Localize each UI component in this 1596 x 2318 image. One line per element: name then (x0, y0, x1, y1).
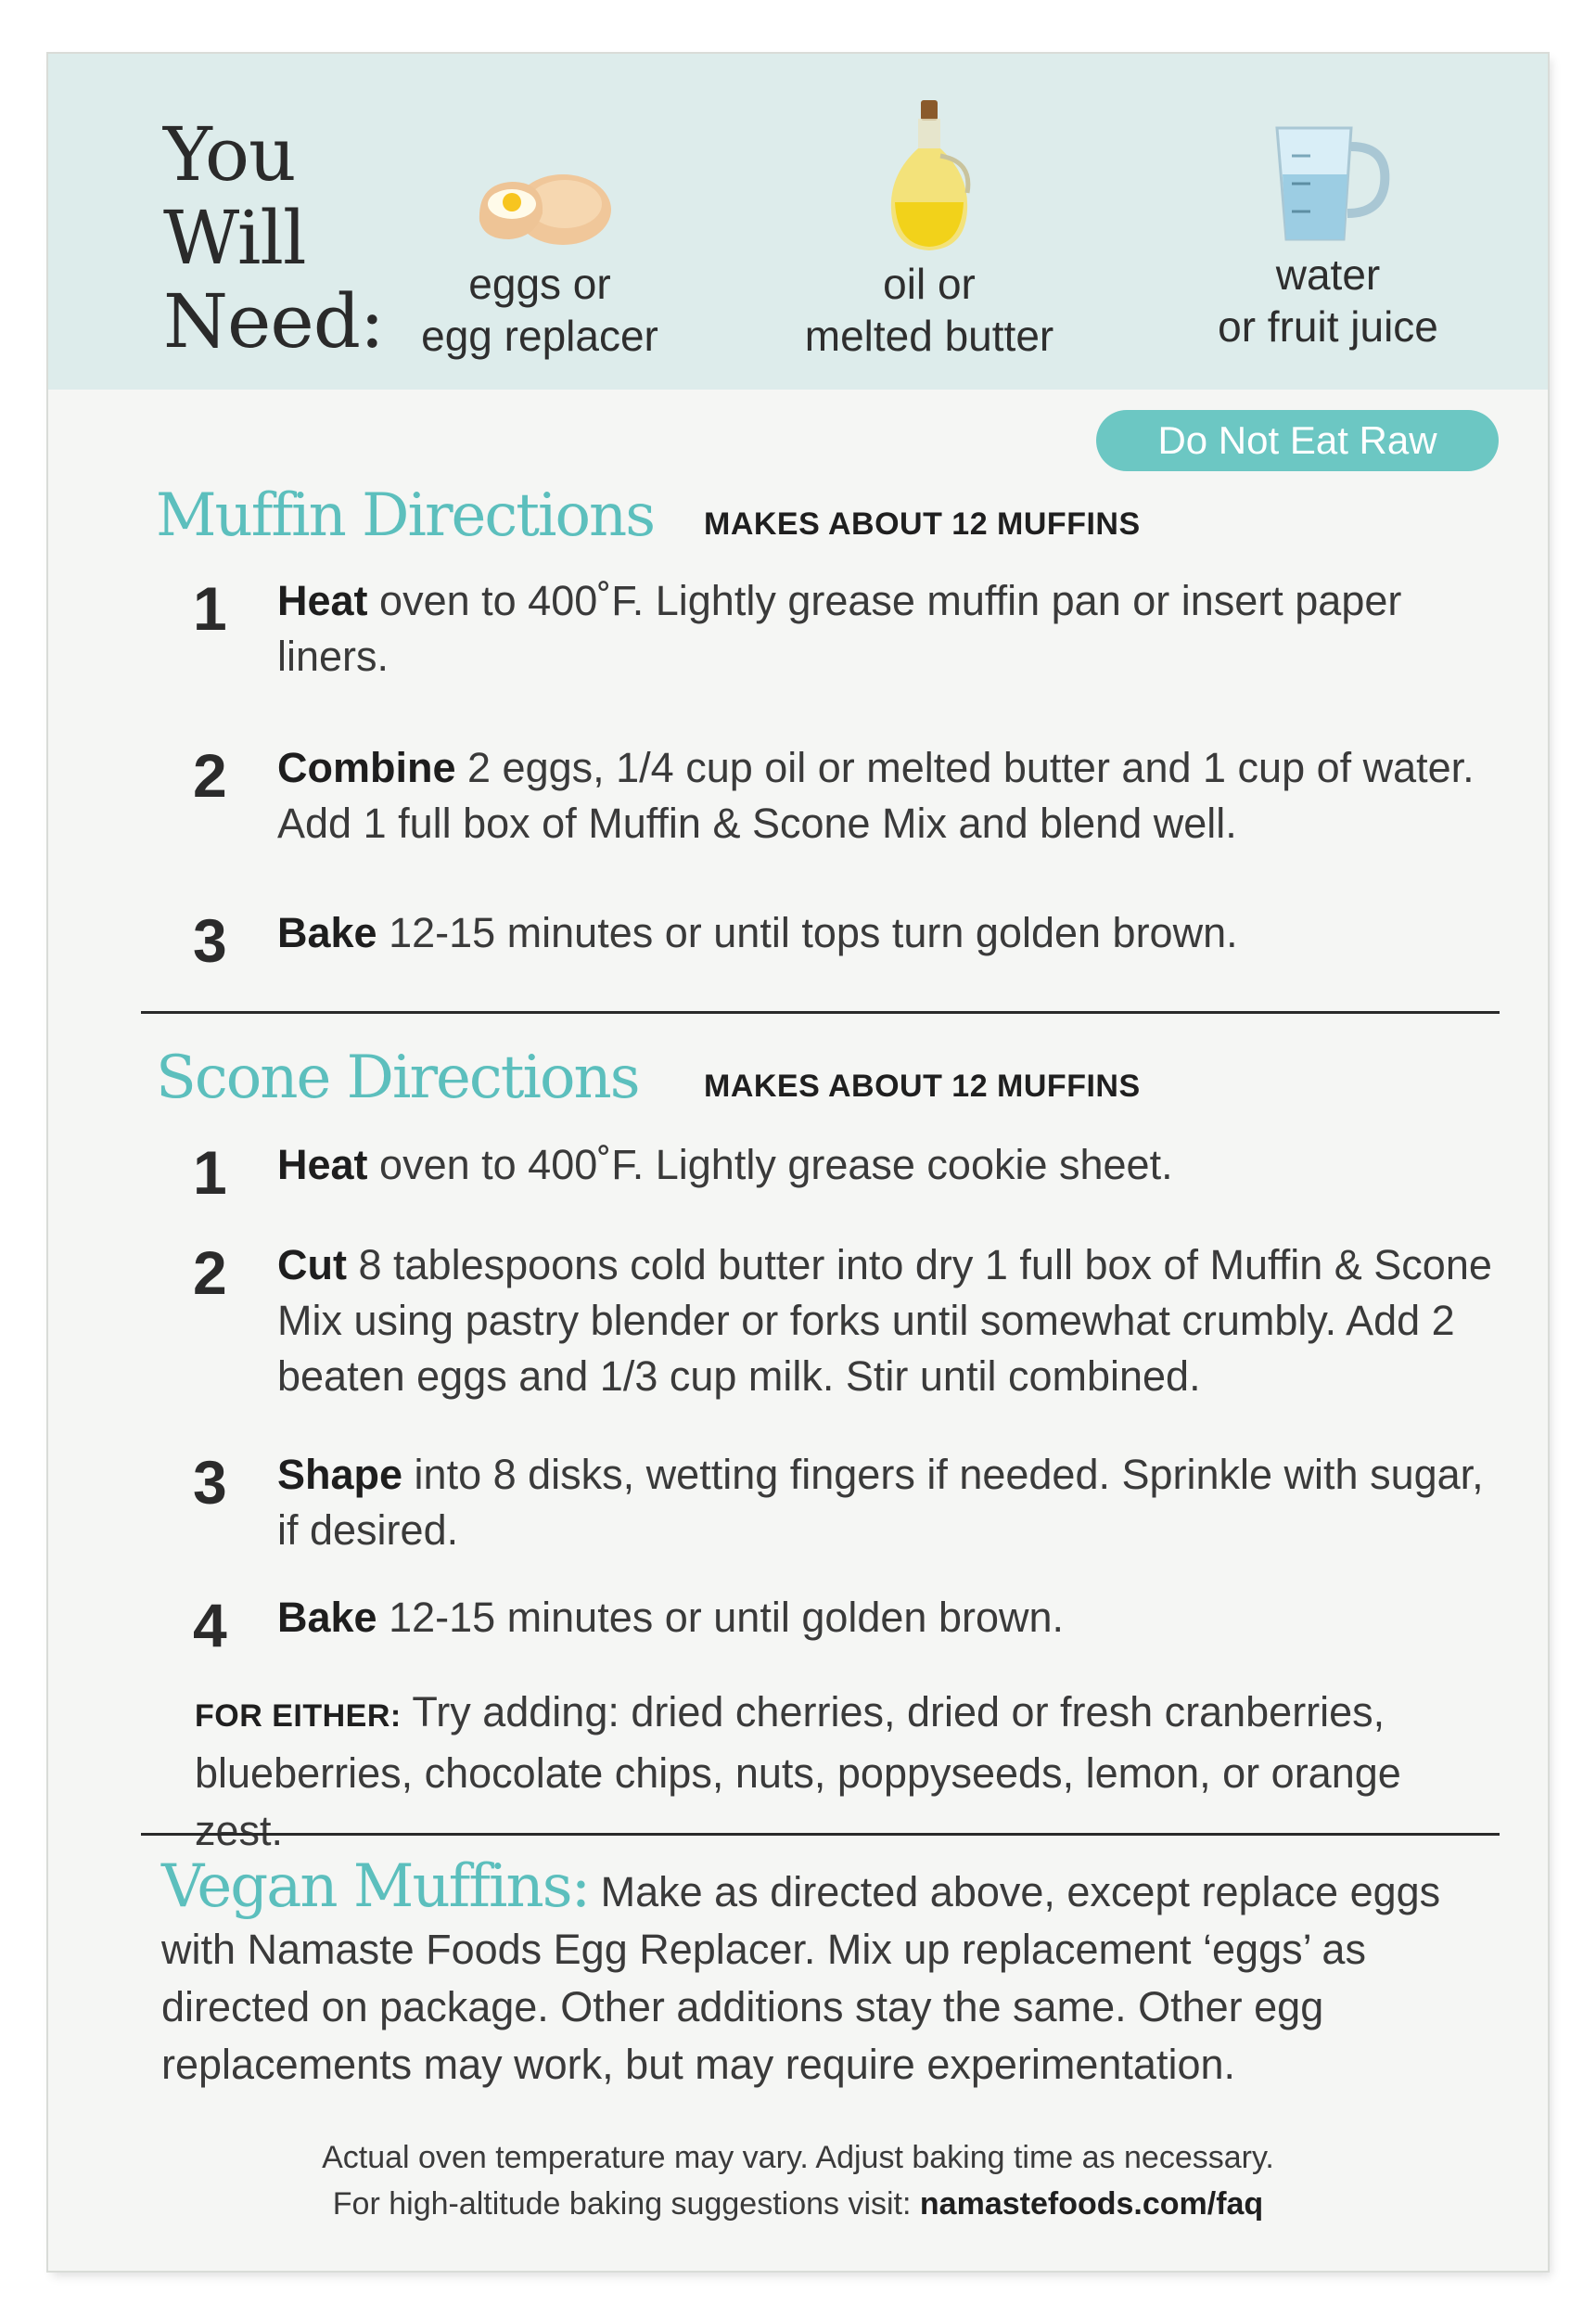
step-verb: Heat (277, 1141, 368, 1188)
for-either-label: FOR EITHER: (195, 1698, 402, 1734)
need-item-eggs-line-2: egg replacer (421, 312, 658, 360)
faq-link[interactable]: namastefoods.com/faq (919, 2186, 1264, 2222)
need-item-eggs-line-1: eggs or (468, 260, 611, 308)
footer-line-2 (48, 2182, 1548, 2226)
oil-bottle-icon (878, 100, 980, 258)
vegan-muffins-note (161, 1852, 1506, 2094)
step-text (277, 1447, 1501, 1558)
step-number: 4 (193, 1591, 227, 1659)
step-verb: Heat (277, 577, 368, 624)
step-number: 3 (193, 1448, 227, 1517)
vegan-muffins-title: Vegan Muffins: (161, 1852, 590, 1921)
step-verb: Bake (277, 1594, 377, 1641)
need-item-oil-line-2: melted butter (804, 312, 1054, 360)
you-will-need-line-1: You (163, 111, 296, 198)
step-text (277, 573, 1501, 685)
need-item-eggs (401, 156, 679, 362)
footer-line-2-prefix: For high-altitude baking suggestions visit: (332, 2186, 920, 2222)
step-body: 12-15 minutes or until golden brown. (377, 1594, 1065, 1641)
step-body: 8 tablespoons cold butter into dry 1 full box of Muffin & Scone Mix using pastry blender or forks until somewhat crumbly. Add 2 beaten eggs and 1/3 cup milk. Stir until combined. (277, 1241, 1492, 1400)
you-will-need-line-2: Will (163, 195, 306, 281)
muffin-makes-label: MAKES ABOUT 12 MUFFINS (704, 506, 1141, 542)
scone-directions-title: Scone Directions (156, 1044, 639, 1112)
step-body: oven to 400˚F. Lightly grease muffin pan or insert paper liners. (277, 577, 1402, 680)
need-item-water (1161, 109, 1495, 352)
scone-makes-label: MAKES ABOUT 12 MUFFINS (704, 1069, 1141, 1104)
step-number: 1 (193, 1138, 227, 1207)
step-verb: Cut (277, 1241, 347, 1288)
for-either-text: Try adding: dried cherries, dried or fresh cranberries, blueberries, chocolate chips, nuts, poppyseeds, lemon, or orange zest. (195, 1688, 1401, 1854)
section-divider (141, 1833, 1500, 1836)
do-not-eat-raw-badge: Do Not Eat Raw (1096, 410, 1499, 471)
measuring-cup-icon (1258, 109, 1398, 249)
you-will-need-line-3: Need: (163, 278, 384, 365)
eggs-icon (461, 156, 619, 258)
step-verb: Shape (277, 1451, 403, 1498)
step-body: into 8 disks, wetting fingers if needed. Sprinkle with sugar, if desired. (277, 1451, 1484, 1554)
need-item-water-line-2: or fruit juice (1218, 302, 1438, 351)
step-text (277, 905, 1501, 961)
step-text (277, 1237, 1501, 1404)
step-text (277, 740, 1501, 852)
step-body: 12-15 minutes or until tops turn golden brown. (377, 909, 1238, 956)
need-item-oil (762, 100, 1096, 362)
package-panel (48, 54, 1548, 2271)
step-number: 1 (193, 574, 227, 643)
step-text (277, 1590, 1501, 1646)
step-verb: Combine (277, 744, 456, 791)
footer-line-1: Actual oven temperature may vary. Adjust baking time as necessary. (322, 2140, 1274, 2175)
need-item-oil-line-1: oil or (883, 260, 976, 308)
section-divider (141, 1011, 1500, 1014)
step-text (277, 1137, 1501, 1193)
step-body: 2 eggs, 1/4 cup oil or melted butter and 1 cup of water. Add 1 full box of Muffin & Scone Mix and blend well. (277, 744, 1475, 847)
vegan-muffins-text: Make as directed above, except replace eggs with Namaste Foods Egg Replacer. Mix up replacement ‘eggs’ as directed on package. Other additions stay the same. Other egg replacements may work, but may require experimentation. (161, 1868, 1441, 2088)
step-verb: Bake (277, 909, 377, 956)
need-item-water-line-1: water (1275, 250, 1381, 299)
you-will-need-title (163, 113, 386, 364)
step-body: oven to 400˚F. Lightly grease cookie sheet. (367, 1141, 1173, 1188)
step-number: 2 (193, 1238, 227, 1307)
step-number: 2 (193, 741, 227, 810)
step-number: 3 (193, 906, 227, 975)
muffin-directions-title: Muffin Directions (156, 481, 655, 550)
